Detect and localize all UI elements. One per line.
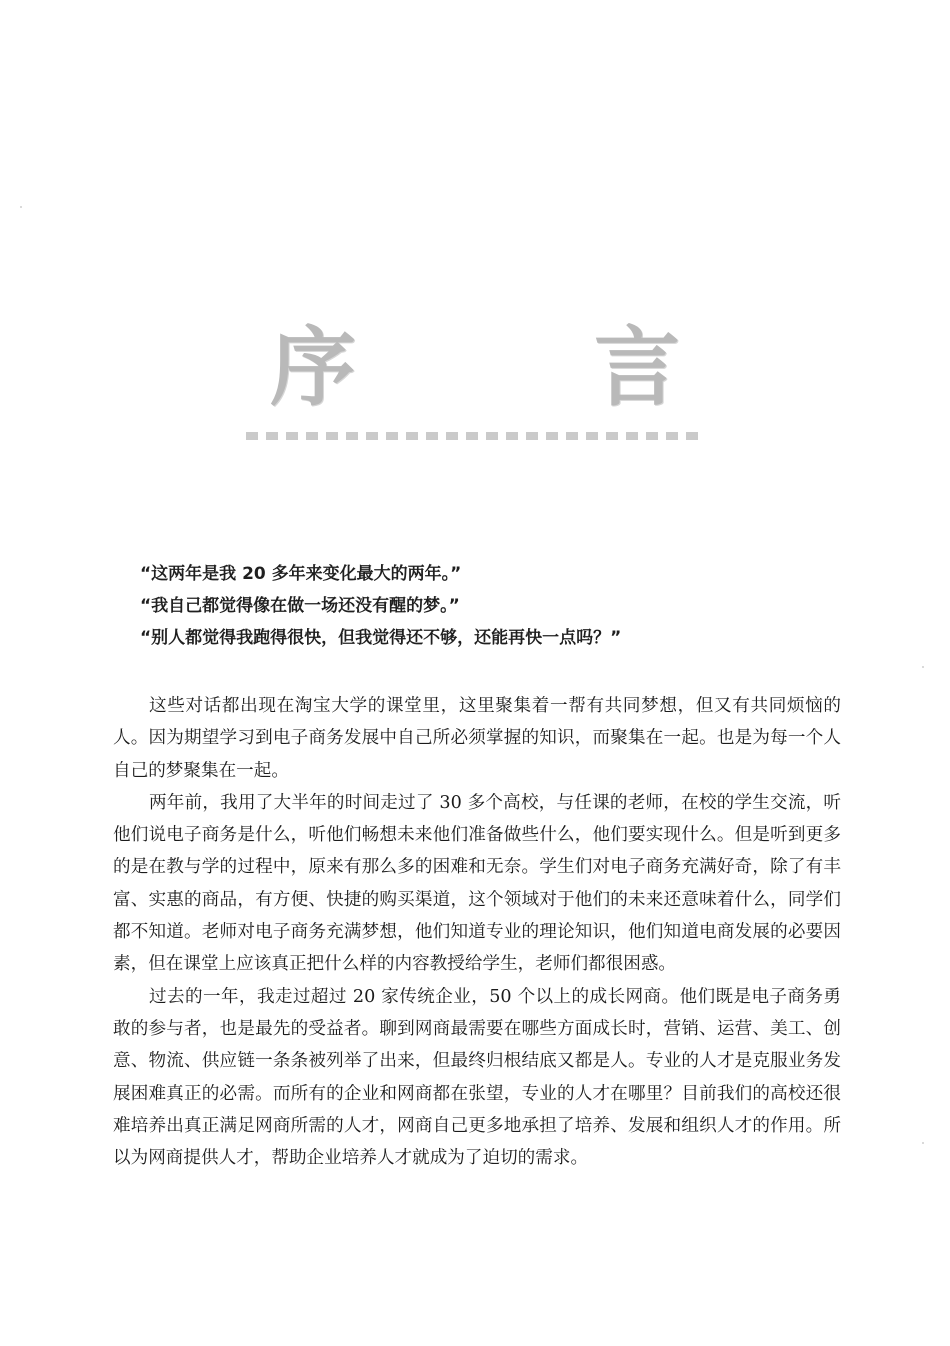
page-title: 序 言 — [270, 317, 756, 418]
title-decorative-rule — [246, 432, 706, 440]
paragraph-3: 过去的一年，我走过超过 20 家传统企业，50 个以上的成长网商。他们既是电子商务勇敢的参与者，也是最先的受益者。聊到网商最需要在哪些方面成长时，营销、运营、美工、创意、物流、供应链一条条被列举了出来，但最终归根结底又都是人。专业的人才是克服业务发展困难真正的必需。而所有的企业和网商都在张望，专业的人才在哪里？目前我们的高校还很难培养出真正满足网商所需的人才，网商自己更多地承担了培养、发展和组织人才的作用。所以为网商提供人才，帮助企业培养人才就成为了迫切的需求。 — [113, 986, 841, 1169]
scan-speck — [922, 1142, 924, 1144]
quote-line-3: “别人都觉得我跑得很快，但我觉得还不够，还能再快一点吗？” — [140, 628, 622, 648]
quote-block — [140, 558, 840, 654]
quote-line-2: “我自己都觉得像在做一场还没有醒的梦。” — [140, 596, 460, 616]
title-block — [0, 318, 950, 418]
body-text — [113, 690, 841, 1174]
quote-line-1: “这两年是我 20 多年来变化最大的两年。” — [140, 564, 462, 584]
paragraph-1: 这些对话都出现在淘宝大学的课堂里，这里聚集着一帮有共同梦想，但又有共同烦恼的人。因为期望学习到电子商务发展中自己所必须掌握的知识，而聚集在一起。也是为每一个人自己的梦聚集在一起。 — [113, 696, 841, 781]
scan-speck — [922, 666, 924, 668]
paragraph-2: 两年前，我用了大半年的时间走过了 30 多个高校，与任课的老师，在校的学生交流，听他们说电子商务是什么，听他们畅想未来他们准备做些什么，他们要实现什么。但是听到更多的是在教与学的过程中，原来有那么多的困难和无奈。学生们对电子商务充满好奇，除了有丰富、实惠的商品，有方便、快捷的购买渠道，这个领域对于他们的未来还意味着什么，同学们都不知道。老师对电子商务充满梦想，他们知道专业的理论知识，他们知道电商发展的必要因素，但在课堂上应该真正把什么样的内容教授给学生，老师们都很困惑。 — [113, 792, 841, 975]
scan-speck — [20, 206, 22, 208]
